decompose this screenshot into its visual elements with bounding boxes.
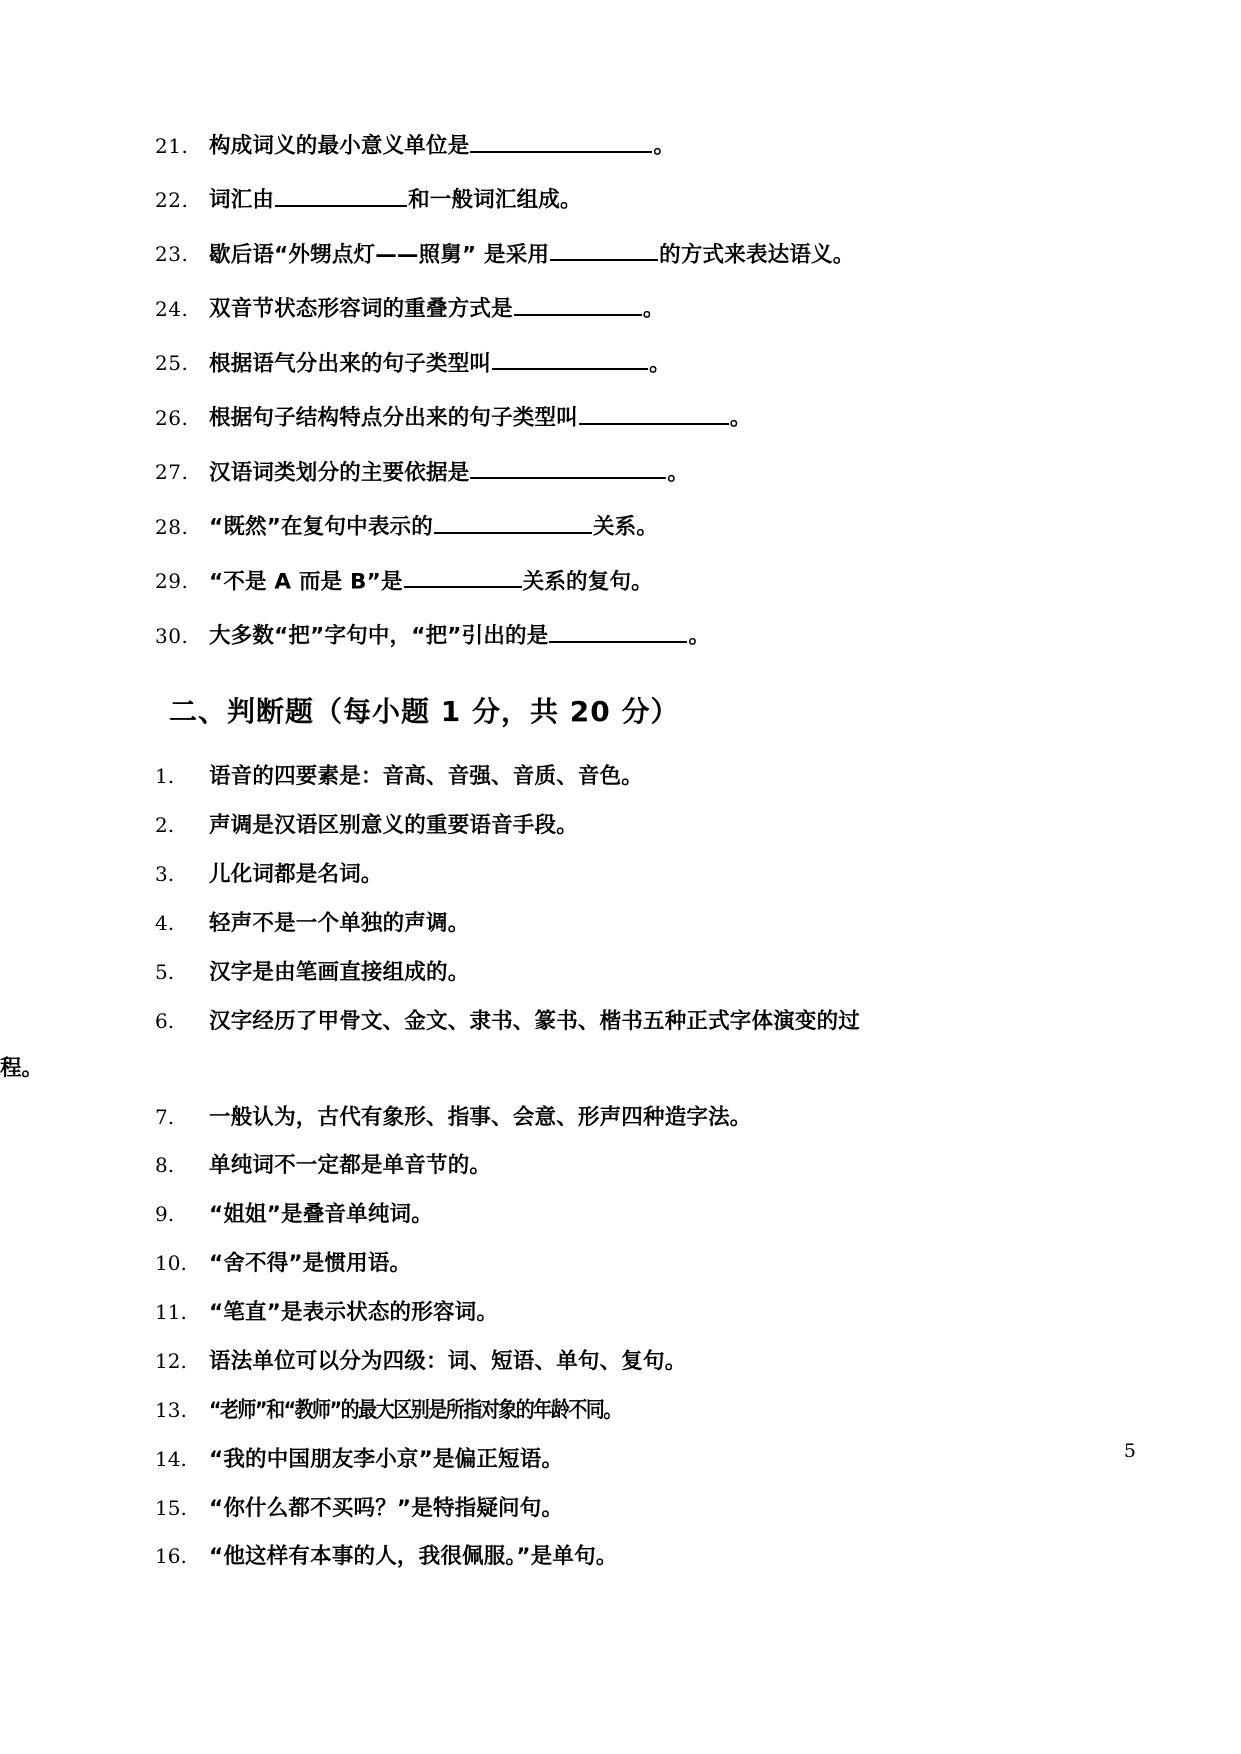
- question-text: 语法单位可以分为四级：词、短语、单句、复句。: [209, 1348, 687, 1374]
- true-false-question: [155, 1496, 1090, 1523]
- question-text-after-blank: 关系的复句。: [522, 569, 653, 595]
- page-content: [0, 128, 1090, 1593]
- question-text: “姐姐”是叠音单纯词。: [209, 1202, 433, 1228]
- true-false-question: [155, 862, 1090, 889]
- question-number: 27.: [155, 460, 189, 485]
- question-number: 8.: [155, 1153, 175, 1178]
- question-text: 声调是汉语区别意义的重要语音手段。: [209, 813, 578, 839]
- true-false-question: [155, 764, 1090, 791]
- question-number: 6.: [155, 1008, 175, 1033]
- question-text-before-blank: “不是 A 而是 B”是: [209, 569, 403, 595]
- question-number: 24.: [155, 296, 189, 321]
- question-number: 16.: [155, 1544, 187, 1569]
- question-text: “笔直”是表示状态的形容词。: [209, 1300, 499, 1325]
- true-false-question: [0, 1008, 1090, 1083]
- page-number: 5: [1123, 1440, 1136, 1462]
- question-text-after-blank: 。: [667, 460, 690, 486]
- question-number: 4.: [155, 911, 175, 935]
- question-text-after-blank: 关系。: [592, 514, 659, 540]
- question-number: 7.: [155, 1104, 175, 1129]
- question-text-after-blank: 。: [688, 623, 711, 649]
- question-text-continuation: 程。: [0, 1055, 44, 1081]
- answer-blank[interactable]: [514, 291, 642, 316]
- question-number: 9.: [155, 1202, 175, 1227]
- question-number: 26.: [155, 405, 189, 430]
- question-number: 21.: [155, 133, 189, 158]
- question-number: 30.: [155, 623, 189, 648]
- answer-blank[interactable]: [470, 128, 652, 153]
- answer-blank[interactable]: [579, 400, 729, 425]
- fill-in-blank-question: [155, 128, 1090, 160]
- question-text: [209, 128, 675, 160]
- question-number: 29.: [155, 569, 189, 594]
- fill-in-blank-question: [155, 291, 1090, 323]
- question-text: [209, 291, 665, 323]
- question-text: [209, 237, 854, 269]
- question-text-before-blank: 构成词义的最小意义单位是: [209, 133, 470, 159]
- question-text-after-blank: 。: [653, 133, 676, 159]
- question-text-after-blank: 的方式来表达语义。: [659, 242, 855, 268]
- true-false-question: [155, 1153, 1090, 1180]
- question-text-before-blank: 双音节状态形容词的重叠方式是: [209, 296, 513, 322]
- question-number: 28.: [155, 514, 189, 539]
- question-text: “我的中国朋友李小京”是偏正短语。: [209, 1446, 564, 1472]
- true-false-question: [155, 1398, 1090, 1425]
- question-text: “老师”和“教师”的最大区别是所指对象的年龄不同。: [209, 1397, 621, 1423]
- question-text: 语音的四要素是：音高、音强、音质、音色。: [209, 764, 644, 790]
- answer-blank[interactable]: [275, 182, 407, 207]
- question-number: 2.: [155, 813, 175, 838]
- question-text-before-blank: 根据句子结构特点分出来的句子类型叫: [209, 405, 578, 431]
- question-number: 14.: [155, 1446, 187, 1471]
- question-text-before-blank: 根据语气分出来的句子类型叫: [209, 351, 492, 377]
- true-false-question: [155, 813, 1090, 840]
- answer-blank[interactable]: [404, 564, 522, 589]
- question-number: 25.: [155, 351, 189, 376]
- question-text: 汉字是由笔画直接组成的。: [209, 959, 470, 985]
- question-text-after-blank: 和一般词汇组成。: [408, 188, 582, 213]
- question-text-before-blank: “既然”在复句中表示的: [209, 514, 433, 540]
- question-text: “他这样有本事的人，我很佩服。”是单句。: [209, 1544, 618, 1570]
- true-false-question: [155, 1251, 1090, 1278]
- true-false-question: [155, 911, 1090, 938]
- true-false-question: [155, 1202, 1090, 1229]
- question-text: 汉字经历了甲骨文、金文、隶书、篆书、楷书五种正式字体演变的过: [209, 1008, 861, 1034]
- answer-blank[interactable]: [434, 509, 592, 534]
- true-false-question: [155, 1544, 1090, 1571]
- question-text: [209, 564, 653, 596]
- answer-blank[interactable]: [550, 237, 658, 262]
- question-text-before-blank: 大多数“把”字句中，“把”引出的是: [209, 623, 549, 649]
- answer-blank[interactable]: [492, 346, 648, 371]
- question-number: 23.: [155, 242, 189, 267]
- true-false-question: [155, 1447, 1090, 1474]
- question-number: 13.: [155, 1397, 187, 1422]
- fill-in-blank-question: [155, 509, 1090, 541]
- question-text: 轻声不是一个单独的声调。: [209, 911, 470, 936]
- answer-blank[interactable]: [549, 618, 687, 643]
- section-heading-true-false: 二、判断题（每小题 1 分，共 20 分）: [169, 695, 680, 729]
- question-text-after-blank: 。: [642, 296, 665, 322]
- fill-in-blank-question: [155, 400, 1090, 432]
- question-text-after-blank: 。: [729, 405, 752, 431]
- question-number: 10.: [155, 1251, 187, 1276]
- question-number: 15.: [155, 1495, 187, 1520]
- question-number: 3.: [155, 862, 175, 887]
- question-text: [209, 400, 752, 432]
- question-text: [209, 182, 582, 214]
- question-number: 22.: [155, 188, 189, 212]
- fill-in-blank-question: [155, 564, 1090, 596]
- question-text: [209, 618, 710, 650]
- answer-blank[interactable]: [470, 455, 666, 480]
- true-false-question: [155, 1105, 1090, 1132]
- question-text-before-blank: 歇后语“外甥点灯——照舅” 是采用: [209, 242, 550, 268]
- fill-in-blank-question: [155, 346, 1090, 378]
- fill-in-blank-question: [155, 455, 1090, 487]
- fill-in-blank-question: [155, 182, 1090, 214]
- question-text: 儿化词都是名词。: [209, 862, 383, 888]
- true-false-question: [155, 960, 1090, 987]
- question-text-after-blank: 。: [649, 351, 671, 377]
- true-false-question: [155, 1349, 1090, 1376]
- fill-in-blank-question: [155, 618, 1090, 650]
- question-number: 5.: [155, 959, 175, 984]
- question-number: 12.: [155, 1348, 187, 1373]
- fill-in-blank-question-list: [155, 128, 1090, 650]
- question-text: 一般认为，古代有象形、指事、会意、形声四种造字法。: [209, 1104, 752, 1130]
- question-text: [209, 346, 671, 378]
- fill-in-blank-question: [155, 237, 1090, 269]
- true-false-question-list: [0, 764, 1090, 1571]
- question-text: 单纯词不一定都是单音节的。: [209, 1153, 492, 1179]
- question-text-before-blank: 词汇由: [209, 188, 275, 213]
- question-text: [209, 509, 658, 541]
- question-text-before-blank: 汉语词类划分的主要依据是: [209, 460, 470, 486]
- question-number: 11.: [155, 1300, 187, 1324]
- question-text: “舍不得”是惯用语。: [209, 1251, 412, 1277]
- true-false-question: [155, 1300, 1090, 1327]
- question-text: [209, 455, 689, 487]
- question-number: 1.: [155, 764, 175, 789]
- question-text: “你什么都不买吗？”是特指疑问句。: [209, 1495, 564, 1521]
